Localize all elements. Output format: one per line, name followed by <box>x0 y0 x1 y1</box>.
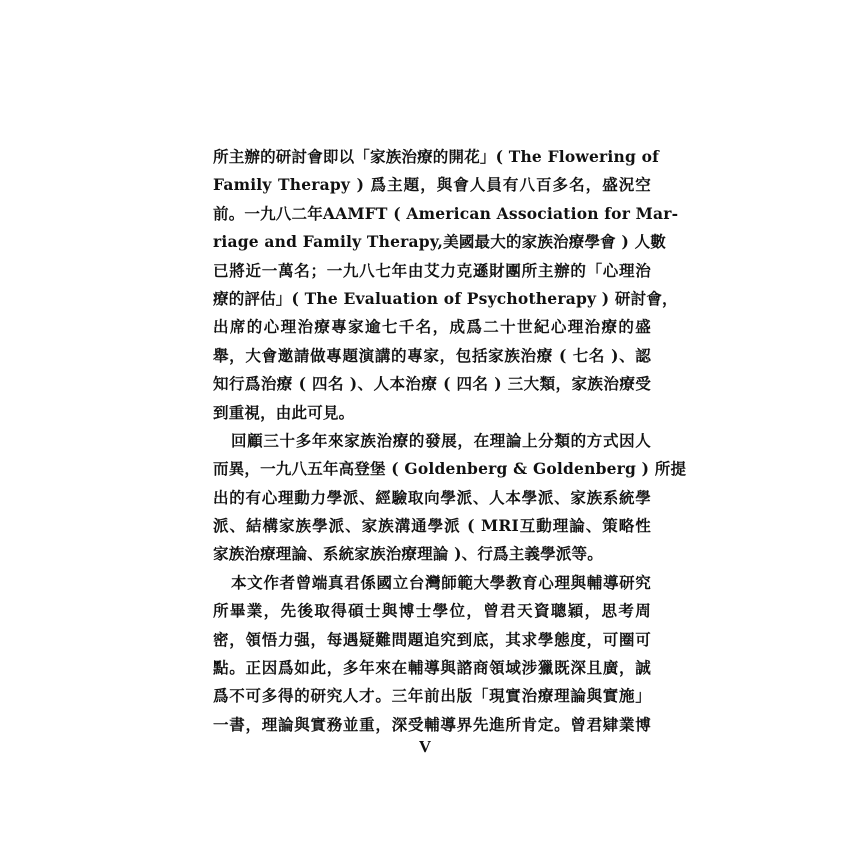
paragraph-3 <box>213 569 651 739</box>
text-line: Family Therapy ) 爲主題，與會人員有八百多名，盛況空 <box>213 175 651 195</box>
text-line: 前。一九八二年AAMFT ( American Association for Mar- <box>213 203 679 223</box>
paragraph-1 <box>213 143 679 427</box>
text-line: 已將近一萬名；一九八七年由艾力克遜財團所主辦的「心理治 <box>213 260 651 280</box>
text-line: 本文作者曾端真君係國立台灣師範大學教育心理與輔導研究 <box>231 572 651 592</box>
text-line: 爲不可多得的研究人才。三年前出版「現實治療理論與實施」 <box>213 686 651 706</box>
paragraph-2 <box>213 427 687 569</box>
text-line: 家族治療理論、系統家族治療理論 )、行爲主義學派等。 <box>213 544 603 564</box>
text-line: riage and Family Therapy,美國最大的家族治療學會 ) 人數 <box>213 232 666 252</box>
text-line: 到重視，由此可見。 <box>213 402 355 422</box>
page-number: V <box>418 737 432 756</box>
text-line: 出席的心理治療專家逾七千名，成爲二十世紀心理治療的盛 <box>213 317 651 337</box>
text-line: 所主辦的研討會即以「家族治療的開花」( The Flowering of <box>213 147 659 166</box>
body-text <box>213 143 687 739</box>
text-line: 回顧三十多年來家族治療的發展，在理論上分類的方式因人 <box>231 430 651 450</box>
text-line: 療的評估」( The Evaluation of Psychotherapy ) 研討會， <box>213 288 678 308</box>
text-line: 舉，大會邀請做專題演講的專家，包括家族治療 ( 七名 )、認 <box>213 345 651 365</box>
text-line: 密，領悟力强，每遇疑難問題追究到底，其求學態度，可圈可 <box>213 629 651 649</box>
text-line: 點。正因爲如此，多年來在輔導與諮商領域涉獵既深且廣，誠 <box>213 658 651 678</box>
text-line: 出的有心理動力學派、經驗取向學派、人本學派、家族系統學 <box>213 487 651 507</box>
text-line: 知行爲治療 ( 四名 )、人本治療 ( 四名 ) 三大類，家族治療受 <box>213 374 651 394</box>
text-line: 派、結構家族學派、家族溝通學派 ( MRI互動理論、策略性 <box>213 516 651 536</box>
text-line: 一書，理論與實務並重，深受輔導界先進所肯定。曾君肄業博 <box>213 714 651 734</box>
text-line: 而異，一九八五年高登堡 ( Goldenberg & Goldenberg ) 所提 <box>213 459 687 479</box>
text-line: 所畢業，先後取得碩士與博士學位，曾君天資聰穎，思考周 <box>213 601 651 621</box>
